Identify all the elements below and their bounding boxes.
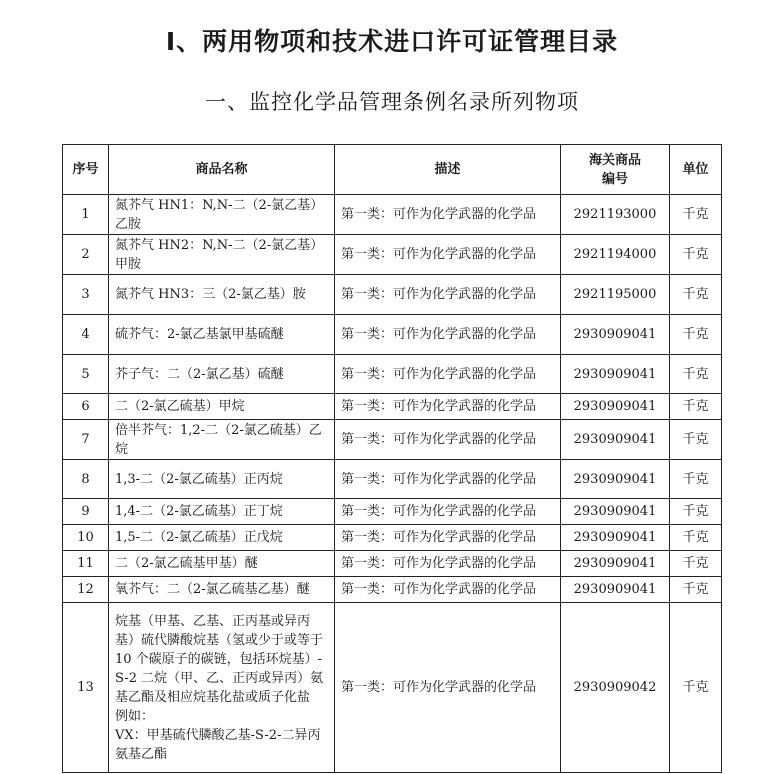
cell-name: 烷基（甲基、乙基、正丙基或异丙基）硫代膦酸烷基（氢或少于或等于 10 个碳原子的碳链，包括环烷基）-S-2 二烷（甲、乙、正丙或异丙）氨基乙酯及相应烷基化盐或质子化盐 例如： VX：甲基硫代膦酸乙基-S-2-二异丙氨基乙酯 [109,603,335,773]
cell-no: 7 [63,420,109,460]
header-desc: 描述 [335,145,561,195]
cell-code: 2921194000 [561,235,670,275]
table-row [63,355,722,394]
cell-no: 1 [63,195,109,235]
cell-code: 2930909041 [561,355,670,394]
cell-name: 二（2-氯乙硫基甲基）醚 [109,551,335,577]
table-row [63,235,722,275]
cell-desc: 第一类：可作为化学武器的化学品 [335,394,561,420]
cell-no: 8 [63,460,109,499]
cell-unit: 千克 [670,577,722,603]
cell-unit: 千克 [670,603,722,773]
cell-name: 硫芥气：2-氯乙基氯甲基硫醚 [109,315,335,355]
table-row [63,460,722,499]
table-row [63,551,722,577]
cell-unit: 千克 [670,551,722,577]
table-row [63,499,722,525]
cell-name: 芥子气：二（2-氯乙基）硫醚 [109,355,335,394]
cell-no: 13 [63,603,109,773]
cell-no: 12 [63,577,109,603]
table-row [63,603,722,773]
cell-code: 2930909041 [561,394,670,420]
table-row [63,275,722,315]
cell-name: 氮芥气 HN3：三（2-氯乙基）胺 [109,275,335,315]
table-row [63,315,722,355]
cell-no: 9 [63,499,109,525]
cell-name: 1,3-二（2-氯乙硫基）正丙烷 [109,460,335,499]
cell-no: 6 [63,394,109,420]
cell-code: 2921195000 [561,275,670,315]
cell-code: 2930909041 [561,551,670,577]
cell-desc: 第一类：可作为化学武器的化学品 [335,460,561,499]
cell-unit: 千克 [670,355,722,394]
cell-name: 氮芥气 HN1：N,N-二（2-氯乙基）乙胺 [109,195,335,235]
cell-unit: 千克 [670,525,722,551]
cell-unit: 千克 [670,420,722,460]
header-unit: 单位 [670,145,722,195]
table-header-row [63,145,722,195]
table-row [63,195,722,235]
cell-desc: 第一类：可作为化学武器的化学品 [335,235,561,275]
cell-unit: 千克 [670,394,722,420]
cell-name: 氧芥气：二（2-氯乙硫基乙基）醚 [109,577,335,603]
cell-desc: 第一类：可作为化学武器的化学品 [335,355,561,394]
cell-unit: 千克 [670,499,722,525]
cell-desc: 第一类：可作为化学武器的化学品 [335,551,561,577]
cell-no: 11 [63,551,109,577]
cell-code: 2921193000 [561,195,670,235]
cell-desc: 第一类：可作为化学武器的化学品 [335,499,561,525]
cell-no: 3 [63,275,109,315]
cell-unit: 千克 [670,195,722,235]
table-row [63,394,722,420]
cell-unit: 千克 [670,460,722,499]
cell-no: 10 [63,525,109,551]
cell-unit: 千克 [670,315,722,355]
cell-no: 4 [63,315,109,355]
cell-name: 二（2-氯乙硫基）甲烷 [109,394,335,420]
cell-unit: 千克 [670,235,722,275]
cell-code: 2930909041 [561,460,670,499]
controlled-items-table [62,144,722,773]
cell-code: 2930909041 [561,315,670,355]
table-row [63,577,722,603]
cell-name: 倍半芥气：1,2-二（2-氯乙硫基）乙烷 [109,420,335,460]
cell-no: 5 [63,355,109,394]
cell-no: 2 [63,235,109,275]
cell-desc: 第一类：可作为化学武器的化学品 [335,420,561,460]
cell-desc: 第一类：可作为化学武器的化学品 [335,577,561,603]
cell-desc: 第一类：可作为化学武器的化学品 [335,603,561,773]
cell-desc: 第一类：可作为化学武器的化学品 [335,315,561,355]
cell-unit: 千克 [670,275,722,315]
cell-code: 2930909042 [561,603,670,773]
cell-code: 2930909041 [561,499,670,525]
header-no: 序号 [63,145,109,195]
table-row [63,525,722,551]
cell-code: 2930909041 [561,420,670,460]
cell-code: 2930909041 [561,577,670,603]
cell-code: 2930909041 [561,525,670,551]
cell-desc: 第一类：可作为化学武器的化学品 [335,525,561,551]
header-name: 商品名称 [109,145,335,195]
cell-desc: 第一类：可作为化学武器的化学品 [335,195,561,235]
document-title: I、两用物项和技术进口许可证管理目录 [165,27,619,56]
cell-name: 1,4-二（2-氯乙硫基）正丁烷 [109,499,335,525]
cell-name: 氮芥气 HN2：N,N-二（2-氯乙基）甲胺 [109,235,335,275]
cell-name: 1,5-二（2-氯乙硫基）正戊烷 [109,525,335,551]
document-subtitle: 一、监控化学品管理条例名录所列物项 [205,90,579,114]
table-row [63,420,722,460]
cell-desc: 第一类：可作为化学武器的化学品 [335,275,561,315]
header-code: 海关商品 编号 [561,145,670,195]
